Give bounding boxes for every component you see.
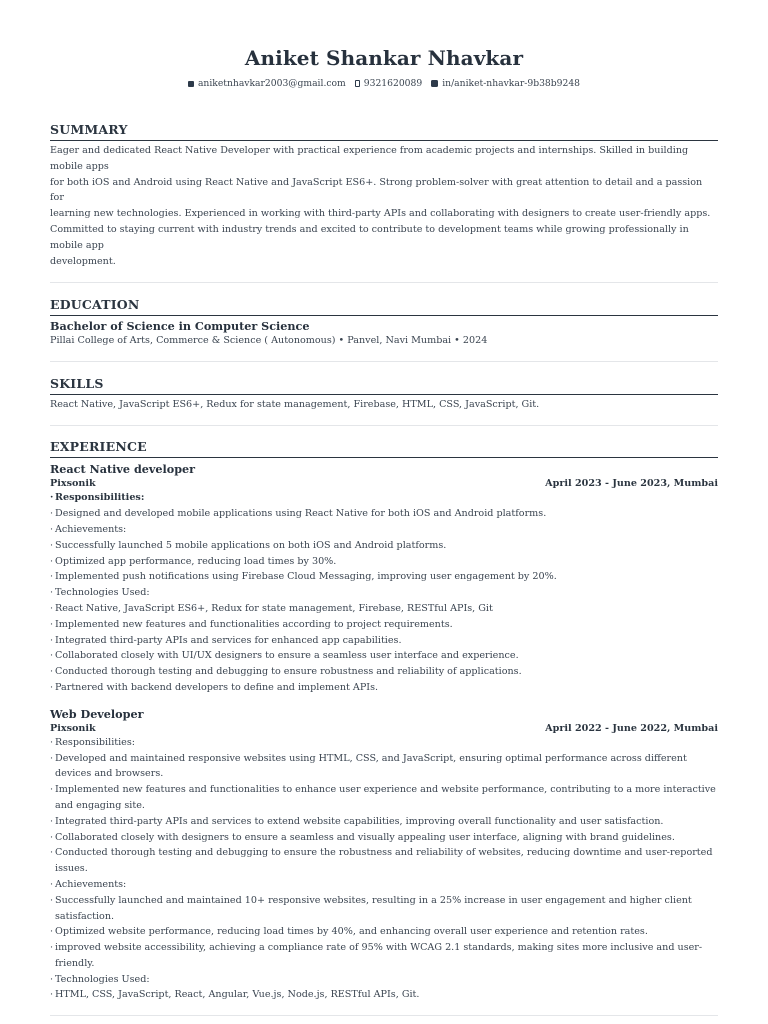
email-text[interactable]: aniketnhavkar2003@gmail.com	[197, 78, 346, 89]
summary-line: development.	[50, 255, 116, 267]
job-entry	[50, 707, 718, 1016]
summary-line: for both iOS and Android using React Native and JavaScript ES6+. Strong problem-solver with great attention to detail and a passion for	[50, 176, 703, 204]
job-company: Pixsonik	[50, 478, 96, 490]
list-item: · Implemented push notifications using Firebase Cloud Messaging, improving user engagement by 20%.	[50, 569, 718, 585]
list-item: · Conducted thorough testing and debugging to ensure the robustness and reliability of websites, reducing downtime and user-reported issues.	[50, 845, 718, 877]
job-title: React Native developer	[50, 462, 196, 477]
list-item: · Collaborated closely with UI/UX designers to ensure a seamless user interface and experience.	[50, 648, 718, 664]
list-item: · React Native, JavaScript ES6+, Redux for state management, Firebase, RESTful APIs, Git	[50, 601, 718, 617]
list-item: · Optimized website performance, reducing load times by 40%, and enhancing overall user experience and retention rates.	[50, 924, 718, 940]
experience-section	[50, 439, 718, 1016]
section-title-skills: SKILLS	[50, 376, 718, 395]
job-company: Pixsonik	[50, 722, 96, 734]
job-entry	[50, 462, 718, 695]
envelope-icon	[188, 81, 194, 87]
email-contact[interactable]	[188, 78, 346, 89]
contact-info	[50, 78, 718, 89]
section-title-experience: EXPERIENCE	[50, 439, 718, 458]
job-meta	[50, 478, 718, 489]
list-item: · Responsibilities:	[50, 735, 718, 751]
list-item: · Integrated third-party APIs and services for enhanced app capabilities.	[50, 633, 718, 649]
education-section	[50, 297, 718, 362]
list-item: · improved website accessibility, achieving a compliance rate of 95% with WCAG 2.1 standards, making sites more inclusive and user-friendly.	[50, 940, 718, 972]
list-item: · Implemented new features and functionalities according to project requirements.	[50, 617, 718, 633]
phone-text[interactable]: 9321620089	[363, 78, 423, 89]
list-item: · Achievements:	[50, 877, 718, 893]
resume-content	[50, 46, 718, 1016]
job-bullet-list	[50, 490, 718, 695]
job-meta	[50, 723, 718, 734]
list-item: · Partnered with backend developers to define and implement APIs.	[50, 680, 718, 696]
list-item: · Collaborated closely with designers to ensure a seamless and visually appealing user interface, aligning with brand guidelines.	[50, 830, 718, 846]
job-bullet-list	[50, 735, 718, 1016]
linkedin-contact[interactable]	[431, 78, 580, 89]
list-item: · Responsibilities:	[50, 490, 718, 506]
section-title-education: EDUCATION	[50, 297, 718, 316]
education-details: Pillai College of Arts, Commerce & Science ( Autonomous) • Panvel, Navi Mumbai • 2024	[50, 335, 488, 347]
list-item: · Designed and developed mobile applications using React Native for both iOS and Android platforms.	[50, 506, 718, 522]
mobile-phone-icon	[355, 80, 360, 87]
list-item: · HTML, CSS, JavaScript, React, Angular, Vue.js, Node.js, RESTful APIs, Git.	[50, 987, 718, 1003]
skills-text: React Native, JavaScript ES6+, Redux for state management, Firebase, HTML, CSS, JavaScript, Git.	[50, 399, 540, 411]
phone-contact[interactable]	[355, 78, 422, 89]
list-item: · Integrated third-party APIs and services to extend website capabilities, improving overall functionality and user satisfaction.	[50, 814, 718, 830]
candidate-name: Aniket Shankar Nhavkar	[244, 46, 524, 70]
list-item: · Developed and maintained responsive websites using HTML, CSS, and JavaScript, ensuring optimal performance across different devices and browsers.	[50, 751, 718, 783]
skills-section	[50, 376, 718, 426]
list-item: · Successfully launched and maintained 10+ responsive websites, resulting in a 25% increase in user engagement and higher client satisfaction.	[50, 893, 718, 925]
summary-line: Eager and dedicated React Native Developer with practical experience from academic projects and internships. Skilled in building mobile apps	[50, 145, 689, 172]
summary-line: learning new technologies. Experienced in working with third-party APIs and collaborating with designers to create user-friendly apps.	[50, 208, 711, 220]
job-title: Web Developer	[50, 706, 144, 721]
list-item: · Technologies Used:	[50, 585, 718, 601]
summary-text	[50, 143, 718, 282]
job-date-location: April 2022 - June 2022, Mumbai	[545, 722, 718, 734]
education-degree: Bachelor of Science in Computer Science	[50, 319, 310, 334]
list-item: · Optimized app performance, reducing load times by 30%.	[50, 554, 718, 570]
list-item: · Conducted thorough testing and debugging to ensure robustness and reliability of applications.	[50, 664, 718, 680]
summary-line: Committed to staying current with industry trends and excited to contribute to development teams while growing professionally in mobile app	[50, 223, 689, 251]
linkedin-text[interactable]: in/aniket-nhavkar-9b38b9248	[442, 78, 581, 89]
linkedin-icon	[431, 80, 438, 87]
list-item: · Implemented new features and functionalities to enhance user experience and website performance, contributing to a more interactive and engaging site.	[50, 782, 718, 814]
job-date-location: April 2023 - June 2023, Mumbai	[545, 478, 718, 490]
list-item: · Technologies Used:	[50, 972, 718, 988]
summary-section	[50, 122, 718, 283]
section-title-summary: SUMMARY	[50, 122, 718, 141]
list-item: · Successfully launched 5 mobile applications on both iOS and Android platforms.	[50, 538, 718, 554]
list-item: · Achievements:	[50, 522, 718, 538]
